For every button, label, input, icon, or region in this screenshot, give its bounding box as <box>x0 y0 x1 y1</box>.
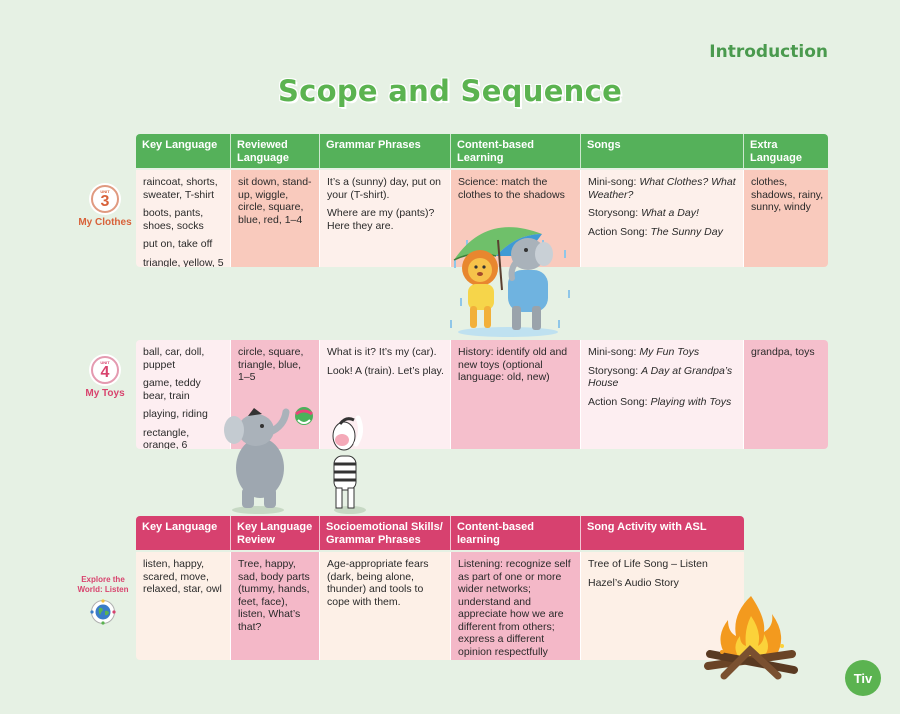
table2-row <box>136 552 744 660</box>
unit4-extra-cell: grandpa, toys <box>744 340 828 449</box>
unit-3-name: My Clothes <box>78 217 132 228</box>
explore-content-cell: Listening: recognize self as part of one or more wider networks; understand and appreciate how we are different from others; express a different opinion respectfully <box>451 552 581 660</box>
section-label: Introduction <box>709 42 828 62</box>
unit3-reviewed-cell: sit down, stand-up, wiggle, circle, square, blue, red, 1–4 <box>231 170 320 267</box>
unit-4-label <box>72 356 138 399</box>
unit3-songs-cell: Mini-song: What Clothes? What Weather? Storysong: What a Day! Action Song: The Sunny Day <box>581 170 744 267</box>
unit4-reviewed-cell: circle, square, triangle, blue, 1–5 <box>231 340 320 449</box>
unit3-content-cell: Science: match the clothes to the shadows <box>451 170 581 267</box>
campfire-illustration <box>704 592 798 682</box>
unit4-grammar-cell: What is it? It’s my (car). Look! A (train). Let’s play. <box>320 340 451 449</box>
explore-key-language-cell: listen, happy, scared, move, relaxed, star, owl <box>136 552 231 660</box>
unit3-key-language-cell: raincoat, shorts, sweater, T-shirt boots, pants, shoes, socks put on, take off triangle, yellow, 5 <box>136 170 231 267</box>
table2-header-socioemotional: Socioemotional Skills/ Grammar Phrases <box>320 516 451 550</box>
lion-elephant-umbrella-illustration <box>446 220 576 340</box>
table1-header-content-learning: Content-based Learning <box>451 134 581 168</box>
elephant-zebra-ball-illustration <box>218 404 372 516</box>
explore-songs-cell: Tree of Life Song – Listen Hazel’s Audio Story <box>581 552 744 660</box>
table2-header-song-activity: Song Activity with ASL <box>587 521 707 533</box>
explore-socio-cell: Age-appropriate fears (dark, being alone, thunder) and tools to cope with them. <box>320 552 451 660</box>
unit-4-name: My Toys <box>85 388 125 399</box>
unit4-key-language-cell: ball, car, doll, puppet game, teddy bear, train playing, riding rectangle, orange, 6 <box>136 340 231 449</box>
table2-header-key-language: Key Language <box>136 516 231 550</box>
explore-world-label <box>76 575 130 630</box>
explore-world-name: Explore the World: Listen <box>77 575 129 594</box>
table1-header-reviewed-language: Reviewed Language <box>231 134 320 168</box>
table1-header <box>136 134 828 168</box>
table1-header-grammar-phrases: Grammar Phrases <box>320 134 451 168</box>
table2-header <box>136 516 744 550</box>
unit4-songs-cell: Mini-song: My Fun Toys Storysong: A Day at Grandpa’s House Action Song: Playing with Toys <box>581 340 744 449</box>
table2-header-key-language-review: Key Language Review <box>231 516 320 550</box>
unit3-grammar-cell: It’s a (sunny) day, put on your (T-shirt). Where are my (pants)? Here they are. <box>320 170 451 267</box>
globe-icon <box>90 599 116 625</box>
explore-review-cell: Tree, happy, sad, body parts (tummy, hands, feet, face), listen, What’s that? <box>231 552 320 660</box>
table1-header-key-language: Key Language <box>136 134 231 168</box>
unit4-content-cell: History: identify old and new toys (optional language: old, new) <box>451 340 581 449</box>
table1-header-songs: Songs <box>581 134 744 168</box>
unit3-extra-cell: clothes, shadows, rainy, sunny, windy <box>744 170 828 267</box>
unit-3-label <box>72 185 138 228</box>
page-title: Scope and Sequence <box>277 74 623 108</box>
page-number: Tiv <box>845 660 881 696</box>
table2-header-content-learning: Content-based learning <box>451 516 581 550</box>
unit-3-badge: UNIT 3 <box>91 185 119 213</box>
table1-header-extra-language: Extra Language <box>750 139 802 164</box>
unit-4-badge: UNIT 4 <box>91 356 119 384</box>
